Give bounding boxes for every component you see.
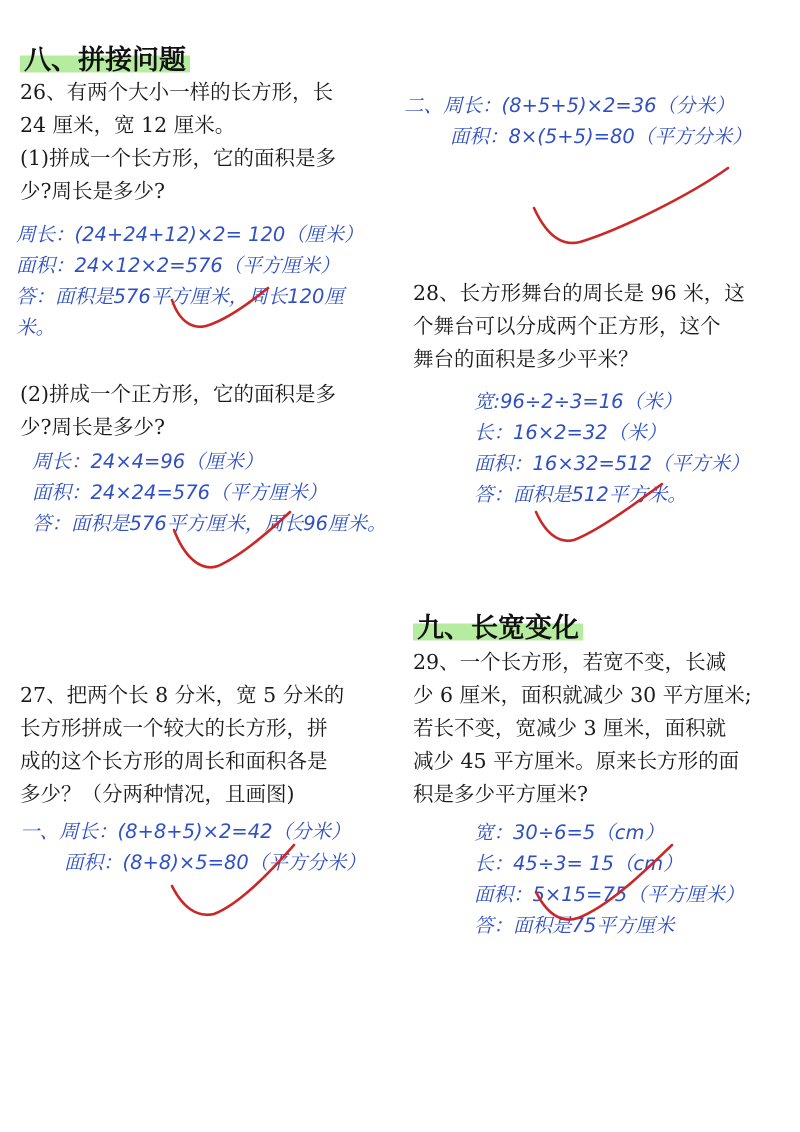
q27-case1-answer xyxy=(20,816,366,878)
answer-line: 面积：24×12×2=576（平方厘米） xyxy=(16,254,340,277)
q28-answer xyxy=(474,386,750,510)
q26-line-2: 24 厘米，宽 12 厘米。 xyxy=(20,113,236,137)
section-nine-title: 九、长宽变化 xyxy=(413,606,583,645)
q27-line-2: 长方形拼成一个较大的长方形，拼 xyxy=(20,716,328,740)
q29-line-5: 积是多少平方厘米? xyxy=(413,782,588,806)
answer-line: 面积：5×15=75（平方厘米） xyxy=(474,883,745,906)
q26-line-1: 26、有两个大小一样的长方形，长 xyxy=(20,80,334,104)
answer-line: 面积：(8+8)×5=80（平方分米） xyxy=(64,851,366,874)
q28-line-1: 28、长方形舞台的周长是 96 米，这 xyxy=(413,281,745,305)
answer-line: 长：45÷3= 15（cm） xyxy=(474,852,683,875)
answer-line: 面积：8×(5+5)=80（平方分米） xyxy=(450,125,752,148)
q29-stem xyxy=(413,646,752,811)
q27-stem xyxy=(20,679,344,811)
q29-answer xyxy=(474,817,744,941)
q27-line-3: 成的这个长方形的周长和面积各是 xyxy=(20,749,328,773)
q26-part2-line-1: (2)拼成一个正方形，它的面积是多 xyxy=(20,382,337,406)
answer-line: 面积：24×24=576（平方厘米） xyxy=(32,481,328,504)
answer-line: 答：面积是75平方厘米 xyxy=(474,914,675,937)
q26-part2-answer xyxy=(32,446,387,539)
q26-stem xyxy=(20,76,336,208)
q27-case2-answer xyxy=(404,90,752,152)
answer-line: 长：16×2=32（米） xyxy=(474,421,667,444)
answer-line: 宽：30÷6=5（cm） xyxy=(474,821,665,844)
answer-line: 答：面积是576平方厘米，周长120厘 xyxy=(16,285,344,308)
section-eight-title: 八、拼接问题 xyxy=(20,38,190,77)
answer-line: 一、周长：(8+8+5)×2=42（分米） xyxy=(20,820,351,843)
answer-line: 周长：(24+24+12)×2= 120（厘米） xyxy=(16,223,364,246)
q29-line-2: 少 6 厘米，面积就减少 30 平方厘米; xyxy=(413,683,752,707)
q26-part1-answer xyxy=(16,219,363,343)
q26-part2-stem xyxy=(20,378,336,444)
q26-part2-line-2: 少?周长是多少? xyxy=(20,415,165,439)
check-mark-icon xyxy=(534,168,728,243)
q26-part1-line-2: 少?周长是多少? xyxy=(20,179,165,203)
answer-line: 答：面积是512平方米。 xyxy=(474,483,687,506)
q26-part1-line-1: (1)拼成一个长方形，它的面积是多 xyxy=(20,146,337,170)
q29-line-4: 减少 45 平方厘米。原来长方形的面 xyxy=(413,749,740,773)
answer-line: 答：面积是576平方厘米，周长96厘米。 xyxy=(32,512,387,535)
answer-line: 二、周长：(8+5+5)×2=36（分米） xyxy=(404,94,735,117)
q27-line-1: 27、把两个长 8 分米，宽 5 分米的 xyxy=(20,683,345,707)
q28-stem xyxy=(413,277,745,376)
q28-line-3: 舞台的面积是多少平米？ xyxy=(413,347,639,371)
answer-line: 米。 xyxy=(16,316,56,339)
q28-line-2: 个舞台可以分成两个正方形，这个 xyxy=(413,314,721,338)
q27-line-4: 多少？（分两种情况，且画图) xyxy=(20,782,295,806)
q29-line-1: 29、一个长方形，若宽不变，长减 xyxy=(413,650,727,674)
q29-line-3: 若长不变，宽减少 3 厘米，面积就 xyxy=(413,716,727,740)
answer-line: 周长：24×4=96（厘米） xyxy=(32,450,264,473)
answer-line: 宽:96÷2÷3=16（米） xyxy=(474,390,683,413)
answer-line: 面积：16×32=512（平方米） xyxy=(474,452,750,475)
